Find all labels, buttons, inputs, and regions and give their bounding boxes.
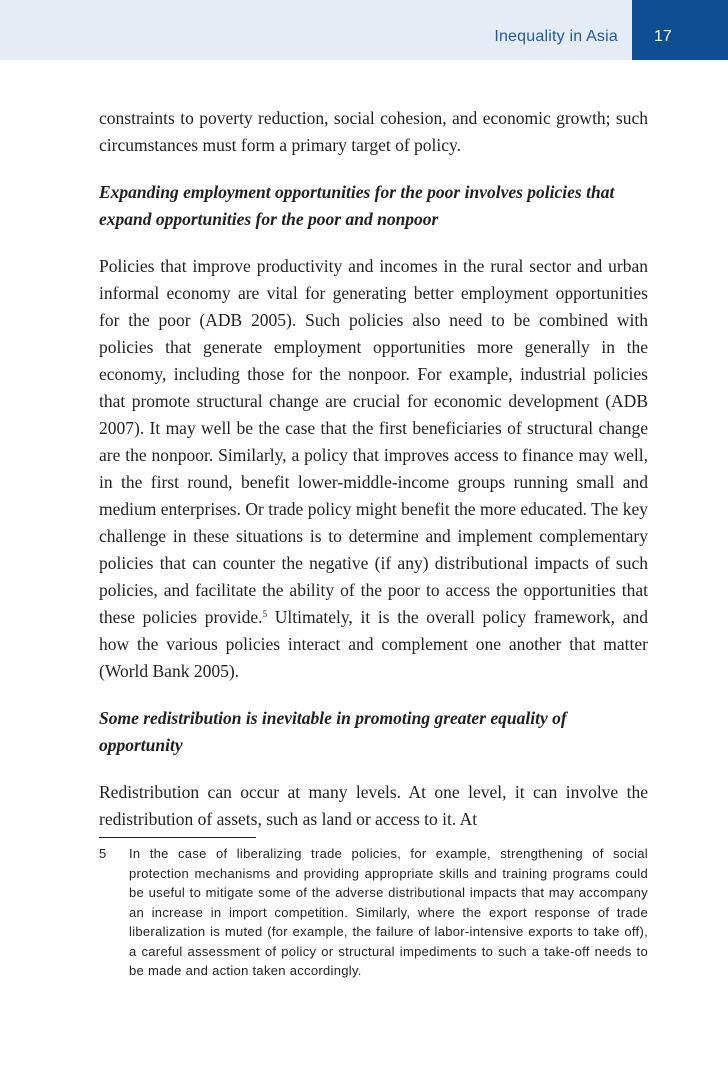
footnote [99,844,648,981]
running-header [0,0,728,60]
footnote-divider [99,837,256,838]
page-number-box [632,0,728,60]
paragraph-constraints: constraints to poverty reduction, social cohesion, and economic growth; such circumstances must form a primary target of policy. [99,108,648,155]
page-number: 17 [654,28,672,45]
paragraph-policies-text: Policies that improve productivity and incomes in the rural sector and urban informal economy are vital for generating better employment opportunities for the poor (ADB 2005). Such policies also need to be combined with policies that generate employment opportunities more generally in the economy, including those for the nonpoor. For example, industrial policies that promote structural change are crucial for economic development (ADB 2007). It may well be the case that the first beneficiaries of structural change are the nonpoor. Similarly, a policy that improves access to finance may well, in the first round, benefit lower-middle-income groups running small and medium enterprises. Or trade policy might benefit the more educated. The key challenge in these situations is to determine and implement complementary policies that can counter the negative (if any) distributional impacts of such policies, and facilitate the ability of the poor to access the opportunities that these policies provide. [99,256,648,627]
spacer [99,685,648,705]
footnote-number: 5 [99,846,107,861]
spacer [99,233,648,253]
page-body [99,105,648,981]
section-heading-employment: Expanding employment opportunities for the poor involves policies that expand opportunities for the poor and nonpoor [99,182,615,229]
paragraph-policies [99,253,648,685]
section-heading-redistribution: Some redistribution is inevitable in promoting greater equality of opportunity [99,708,567,755]
footnote-text: In the case of liberalizing trade policies, for example, strengthening of social protection mechanisms and providing appropriate skills and training programs could be useful to mitigate some of the adverse distributional impacts that may accompany an increase in import competition. Similarly, where the export response of trade liberalization is muted (for example, the failure of labor-intensive exports to take off), a careful assessment of policy or structural impediments to such a take-off needs to be made and action taken accordingly. [129,846,648,978]
spacer [99,759,648,779]
paragraph-policies-tail: Ultimately, it is the overall policy framework, and how the various policies interact and complement one another that matter (World Bank 2005). [99,607,648,681]
running-header-title: Inequality in Asia [494,28,618,45]
paragraph-redistribution: Redistribution can occur at many levels. At one level, it can involve the redistribution of assets, such as land or access to it. At [99,782,648,829]
spacer [99,159,648,179]
footnote-reference[interactable]: 5 [262,609,268,619]
